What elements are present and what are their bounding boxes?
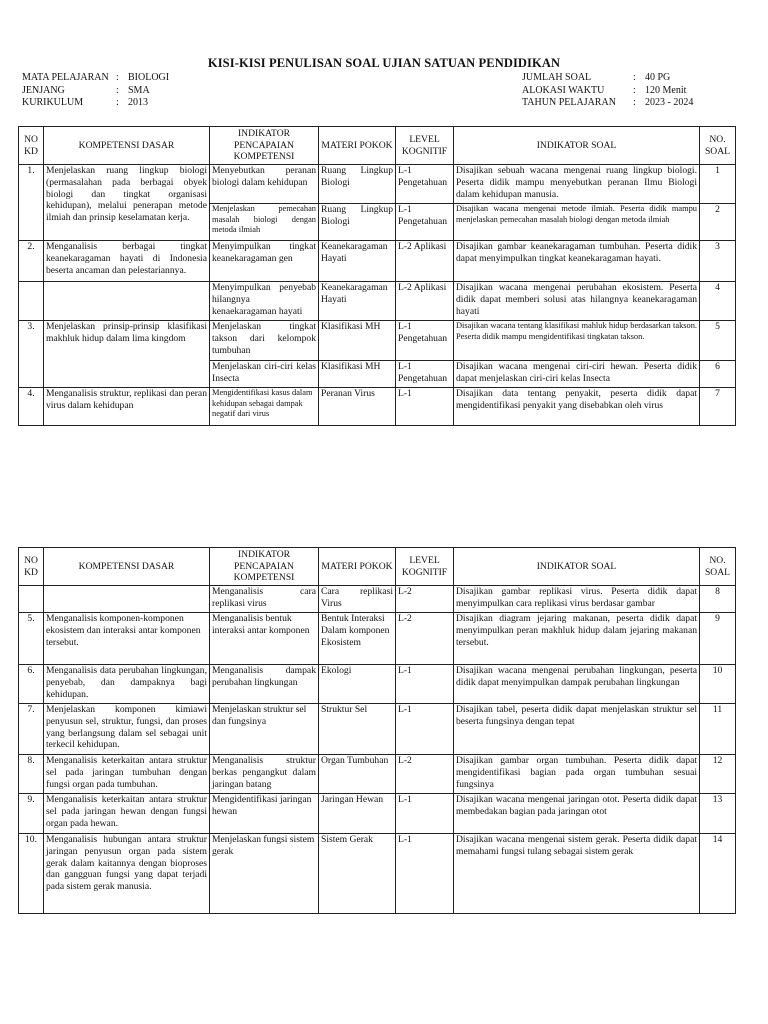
meta-row-jenjang [22,85,169,98]
meta-key: TAHUN PELAJARAN [522,97,616,108]
materi-pokok: Peranan Virus [319,388,396,426]
table-row [19,834,736,914]
header-no-kd: NO KD [19,127,44,165]
meta-key: MATA PELAJARAN [22,72,109,83]
meta-sep: : [116,72,119,83]
materi-pokok: Klasifikasi MH [319,361,396,388]
kompetensi-dasar: Menjelaskan komponen kimiawi penyusun sel, struktur, fungsi, dan proses yang berlangsung dalam sel sebagai unit terkecil kehidupan. [44,704,210,755]
meta-row-tahun-pelajaran [522,97,693,110]
kd-number: 2. [19,241,44,282]
meta-value: 2013 [128,97,148,108]
level-kognitif: L-1 Pengetahuan [396,321,454,361]
kompetensi-dasar: Menganalisis komponen-komponen ekosistem dan interaksi antar komponen tersebut. [44,613,210,665]
header-materi: MATERI POKOK [319,127,396,165]
ipk: Menganalisis struktur berkas pengangkut dalam jaringan batang [210,755,319,794]
header-ipk: INDIKATOR PENCAPAIAN KOMPETENSI [210,548,319,586]
kompetensi-dasar: Menjelaskan ruang lingkup biologi (permasalahan pada berbagai obyek biologi dan tingkat organisasi kehidupan), melalui penerapan metode ilmiah dan prinsip keselamatan kerja. [44,165,210,241]
header-kompetensi-dasar: KOMPETENSI DASAR [44,548,210,586]
table-row [19,665,736,704]
ipk: Menganalisis bentuk interaksi antar komponen [210,613,319,665]
no-soal: 10 [700,665,736,704]
kd-number: 3. [19,321,44,388]
header-no-soal: NO. SOAL [700,127,736,165]
indikator-soal: Disajikan wacana tentang klasifikasi mahluk hidup berdasarkan takson. Peserta didik mampu mengidentifikasi tingkatan takson. [454,321,700,361]
meta-value: 120 Menit [645,84,687,96]
meta-key: JUMLAH SOAL [522,72,592,83]
ipk: Menyimpulkan tingkat keanekaragaman gen [210,241,319,282]
header-level: LEVEL KOGNITIF [396,127,454,165]
table-row [19,613,736,665]
ipk: Mengidentifikasi jaringan hewan [210,794,319,834]
indikator-soal: Disajikan wacana mengenai metode ilmiah. Peserta didik mampu menjelaskan pemecahan masalah biologi dengan metoda ilmiah [454,204,700,241]
no-soal: 4 [700,282,736,321]
materi-pokok: Ruang Lingkup Biologi [319,165,396,204]
indikator-soal: Disajikan sebuah wacana mengenai ruang lingkup biologi. Peserta didik mampu menyebutkan peranan Ilmu Biologi dalam kehidupan manusia. [454,165,700,204]
ipk: Menjelaskan struktur sel dan fungsinya [210,704,319,755]
materi-pokok: Cara replikasi Virus [319,586,396,613]
no-soal: 13 [700,794,736,834]
indikator-soal: Disajikan gambar keanekaragaman tumbuhan. Peserta didik dapat menyimpulkan tingkat keanekaragaman hayati. [454,241,700,282]
kd-number [19,586,44,613]
no-soal: 5 [700,321,736,361]
meta-key: KURIKULUM [22,97,84,108]
indikator-soal: Disajikan tabel, peserta didik dapat menjelaskan struktur sel beserta fungsinya dengan tepat [454,704,700,755]
kompetensi-dasar [44,586,210,613]
meta-row-alokasi-waktu [522,85,693,98]
no-soal: 14 [700,834,736,914]
kompetensi-dasar: Menganalisis berbagai tingkat keanekaragaman hayati di Indonesia beserta ancaman dan pelestariannya. [44,241,210,282]
level-kognitif: L-2 [396,613,454,665]
no-soal: 7 [700,388,736,426]
no-soal: 2 [700,204,736,241]
indikator-soal: Disajikan wacana mengenai perubahan ekosistem. Peserta didik dapat memberi solusi atas hilangnya keanekaragaman hayati [454,282,700,321]
ipk: Menjelaskan ciri-ciri kelas Insecta [210,361,319,388]
no-soal: 11 [700,704,736,755]
materi-pokok: Klasifikasi MH [319,321,396,361]
document-title: KISI-KISI PENULISAN SOAL UJIAN SATUAN PENDIDIKAN [207,56,561,70]
header-indikator-soal: INDIKATOR SOAL [454,127,700,165]
table-row [19,388,736,426]
kompetensi-dasar: Menganalisis keterkaitan antara struktur sel pada jaringan hewan dengan fungsi organ pada hewan. [44,794,210,834]
meta-sep: : [633,72,636,83]
no-soal: 8 [700,586,736,613]
indikator-soal: Disajikan wacana mengenai ciri-ciri hewan. Peserta didik dapat menjelaskan ciri-ciri kelas Insecta [454,361,700,388]
level-kognitif: L-1 Pengetahuan [396,204,454,241]
meta-sep: : [633,97,636,108]
table-row [19,321,736,361]
table-row [19,282,736,321]
ipk: Menjelaskan tingkat takson dari kelompok tumbuhan [210,321,319,361]
meta-sep: : [116,97,119,108]
level-kognitif: L-2 [396,755,454,794]
no-soal: 3 [700,241,736,282]
kd-number: 8. [19,755,44,794]
ipk: Mengidentifikasi kasus dalam kehidupan sebagai dampak negatif dari virus [210,388,319,426]
kd-number: 4. [19,388,44,426]
header-materi: MATERI POKOK [319,548,396,586]
table-row [19,755,736,794]
table-row [19,794,736,834]
indikator-soal: Disajikan diagram jejaring makanan, peserta didik dapat menyimpulkan peran makhluk hidup dalam jejaring makanan tersebut. [454,613,700,665]
indikator-soal: Disajikan wacana mengenai jaringan otot. Peserta didik dapat membedakan bagian pada jaringan otot [454,794,700,834]
kompetensi-dasar: Menganalisis data perubahan lingkungan, penyebab, dan dampaknya bagi kehidupan. [44,665,210,704]
level-kognitif: L-2 [396,586,454,613]
ipk: Menganalisis dampak perubahan lingkungan [210,665,319,704]
level-kognitif: L-1 [396,665,454,704]
materi-pokok: Organ Tumbuhan [319,755,396,794]
materi-pokok: Ekologi [319,665,396,704]
meta-sep: : [116,84,119,96]
header-no-soal: NO. SOAL [700,548,736,586]
meta-left [22,72,169,110]
no-soal: 9 [700,613,736,665]
level-kognitif: L-2 Aplikasi [396,241,454,282]
level-kognitif: L-1 [396,388,454,426]
kd-number: 5. [19,613,44,665]
materi-pokok: Keanekaragaman Hayati [319,282,396,321]
kd-number: 7. [19,704,44,755]
no-soal: 1 [700,165,736,204]
kompetensi-dasar: Menganalisis hubungan antara struktur jaringan penyusun organ pada sistem gerak dalam kaitannya dengan bioproses dan gangguan fungsi yang dapat terjadi pada sistem gerak manusia. [44,834,210,914]
kompetensi-dasar-empty [44,282,210,321]
table-row [19,241,736,282]
kd-number: 1. [19,165,44,241]
level-kognitif: L-2 Aplikasi [396,282,454,321]
indikator-soal: Disajikan gambar replikasi virus. Peserta didik dapat menyimpulkan cara replikasi virus berdasar gambar [454,586,700,613]
kompetensi-dasar: Menganalisis struktur, replikasi dan peran virus dalam kehidupan [44,388,210,426]
ipk: Menjelaskan fungsi sistem gerak [210,834,319,914]
meta-row-kurikulum [22,97,169,110]
meta-row-mata-pelajaran [22,72,169,85]
materi-pokok: Struktur Sel [319,704,396,755]
header-ipk: INDIKATOR PENCAPAIAN KOMPETENSI [210,127,319,165]
indikator-soal: Disajikan wacana mengenai perubahan lingkungan, peserta didik dapat menyimpulkan dampak perubahan lingkungan [454,665,700,704]
ipk: Menyebutkan peranan biologi dalam kehidupan [210,165,319,204]
kompetensi-dasar: Menganalisis keterkaitan antara struktur sel pada jaringan tumbuhan dengan fungsi organ pada tumbuhan. [44,755,210,794]
level-kognitif: L-1 Pengetahuan [396,165,454,204]
table-row [19,165,736,204]
level-kognitif: L-1 Pengetahuan [396,361,454,388]
table-header-row [19,548,736,586]
meta-sep: : [633,84,636,96]
meta-right [522,72,693,110]
table-row [19,586,736,613]
kisi-table-1 [18,126,736,426]
header-indikator-soal: INDIKATOR SOAL [454,548,700,586]
meta-value: 40 PG [645,72,671,83]
indikator-soal: Disajikan gambar organ tumbuhan. Peserta didik dapat mengidentifikasi bagian pada organ tumbuhan sesuai fungsinya [454,755,700,794]
materi-pokok: Jaringan Hewan [319,794,396,834]
indikator-soal: Disajikan data tentang penyakit, peserta didik dapat mengidentifikasi penyakit yang disebabkan oleh virus [454,388,700,426]
kisi-table-2 [18,547,736,914]
ipk: Menyimpulkan penyebab hilangnya kenaekaragaman hayati [210,282,319,321]
level-kognitif: L-1 [396,794,454,834]
materi-pokok: Bentuk Interaksi Dalam komponen Ekosistem [319,613,396,665]
ipk: Menjelaskan pemecahan masalah biologi dengan metoda ilmiah [210,204,319,241]
table-header-row [19,127,736,165]
kd-number: 9. [19,794,44,834]
no-soal: 12 [700,755,736,794]
materi-pokok: Sistem Gerak [319,834,396,914]
kd-number-empty [19,282,44,321]
meta-row-jumlah-soal [522,72,693,85]
kd-number: 10. [19,834,44,914]
ipk: Menganalisis cara replikasi virus [210,586,319,613]
no-soal: 6 [700,361,736,388]
indikator-soal: Disajikan wacana mengenai sistem gerak. Peserta didik dapat memahami fungsi tulang sebagai sistem gerak [454,834,700,914]
materi-pokok: Keanekaragaman Hayati [319,241,396,282]
header-kompetensi-dasar: KOMPETENSI DASAR [44,127,210,165]
meta-value: SMA [128,84,150,96]
meta-key: ALOKASI WAKTU [522,84,605,96]
header-level: LEVEL KOGNITIF [396,548,454,586]
meta-key: JENJANG [22,84,65,96]
meta-value: 2023 - 2024 [645,97,694,108]
materi-pokok: Ruang Lingkup Biologi [319,204,396,241]
level-kognitif: L-1 [396,834,454,914]
kompetensi-dasar: Menjelaskan prinsip-prinsip klasifikasi makhluk hidup dalam lima kingdom [44,321,210,388]
table-row [19,704,736,755]
header-no-kd: NO KD [19,548,44,586]
level-kognitif: L-1 [396,704,454,755]
kd-number: 6. [19,665,44,704]
meta-value: BIOLOGI [128,72,170,83]
